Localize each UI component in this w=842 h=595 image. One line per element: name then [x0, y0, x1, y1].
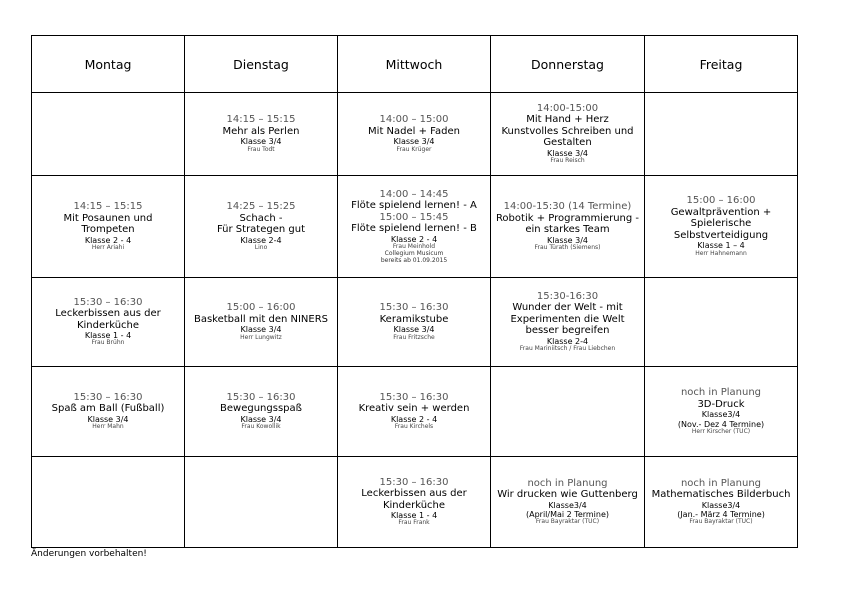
course-title: Mit Posaunen und: [63, 212, 153, 224]
course-title: Kreativ sein + werden: [358, 403, 470, 415]
course-teacher: Frau Fritzsche: [393, 333, 435, 341]
schedule-row: [32, 176, 798, 278]
course-title: Trompeten: [81, 224, 135, 236]
course-title: Experimenten die Welt: [510, 313, 625, 325]
course-time: noch in Planung: [527, 477, 608, 489]
course-grade: Klasse 3/4: [87, 414, 129, 424]
schedule-cell: [32, 278, 185, 367]
course-grade: Klasse 2-4: [546, 336, 589, 346]
course-time: 15:00 – 16:00: [686, 195, 756, 207]
course-title: Keramikstube: [379, 313, 449, 325]
course-time: 15:30 – 16:30: [379, 391, 449, 403]
course-grade: Klasse 1 – 4: [697, 241, 745, 251]
course-teacher: Frau Krüger: [396, 145, 432, 153]
course-time: 15:00 – 16:00: [226, 302, 296, 314]
course-teacher: Frau Reisch: [550, 157, 585, 165]
schedule-cell: [185, 367, 338, 457]
course-title: Leckerbissen aus der: [55, 308, 161, 320]
course-grade: Klasse3/4: [701, 410, 741, 420]
header-cell: Montag: [32, 36, 185, 93]
course-title: Mehr als Perlen: [222, 125, 300, 137]
schedule-cell: [491, 278, 645, 367]
course-teacher: Frau Bayraktar (TUC): [535, 518, 600, 526]
course-grade: Klasse 3/4: [240, 414, 282, 424]
course-title: ein starkes Team: [525, 224, 610, 236]
course-title: Selbstverteidigung: [673, 229, 769, 241]
schedule-cell: [491, 367, 645, 457]
course-title: Basketball mit den NINERS: [193, 313, 329, 325]
course-title: besser begreifen: [525, 325, 610, 337]
course-time: 14:15 – 15:15: [73, 201, 143, 213]
course-title: Bewegungsspaß: [220, 403, 302, 415]
schedule-cell: [338, 367, 491, 457]
course-title: Mit Nadel + Faden: [368, 125, 460, 137]
schedule-row: [32, 457, 798, 548]
course-teacher: Herr Hahnemann: [695, 249, 747, 257]
header-cell: Mittwoch: [338, 36, 491, 93]
course-teacher: Frau Kowollik: [241, 423, 281, 431]
course-title: Flöte spielend lernen! - A: [351, 200, 477, 212]
schedule-cell: [338, 93, 491, 176]
course-title: Leckerbissen aus der: [361, 488, 467, 500]
course-time: 15:30 – 16:30: [73, 391, 143, 403]
course-time: 14:25 – 15:25: [226, 201, 296, 213]
course-dates: (April/Mai 2 Termine): [525, 510, 610, 520]
course-title: Kinderküche: [76, 319, 140, 331]
course-time: 14:15 – 15:15: [226, 114, 296, 126]
schedule-cell: [32, 176, 185, 278]
course-grade: Klasse 3/4: [393, 137, 435, 147]
course-grade: Klasse 3/4: [546, 235, 589, 245]
course-teacher: Frau Kirchels: [394, 423, 434, 431]
course-note: bereits ab 01.09.2015: [380, 256, 448, 264]
course-time: 15:30-16:30: [536, 290, 599, 302]
course-teacher: Frau Meinhold: [392, 242, 436, 250]
schedule-row: [32, 367, 798, 457]
schedule-cell: [185, 457, 338, 548]
schedule-cell: [645, 176, 798, 278]
header-cell: Dienstag: [185, 36, 338, 93]
schedule-row: [32, 278, 798, 367]
course-title: Kinderküche: [382, 499, 446, 511]
course-time: 15:30 – 16:30: [226, 391, 296, 403]
course-title: Kunstvolles Schreiben und: [501, 125, 634, 137]
course-title: 3D-Druck: [697, 398, 745, 410]
course-title: Spielerische: [690, 218, 752, 230]
schedule-cell: [491, 176, 645, 278]
course-time: 15:30 – 16:30: [73, 296, 143, 308]
course-grade: Klasse 2 - 4: [390, 414, 438, 424]
course-teacher: Lino: [254, 243, 268, 251]
schedule-cell: [491, 93, 645, 176]
schedule-cell: [185, 176, 338, 278]
course-teacher: Herr Mahn: [92, 423, 124, 431]
course-grade: Klasse 1 - 4: [84, 331, 132, 341]
course-grade: Klasse 2-4: [240, 235, 282, 245]
schedule-cell: [185, 278, 338, 367]
schedule-cell: [338, 176, 491, 278]
course-title: Mit Hand + Herz: [526, 114, 609, 126]
header-row: [32, 36, 798, 93]
course-title: Spaß am Ball (Fußball): [51, 403, 165, 415]
course-title: Flöte spielend lernen! - B: [351, 223, 477, 235]
schedule-cell: [32, 457, 185, 548]
course-grade: Klasse 2 - 4: [390, 234, 438, 244]
course-grade: Klasse 1 - 4: [390, 511, 438, 521]
course-time: 14:00-15:30 (14 Termine): [503, 201, 632, 213]
schedule-cell: [338, 278, 491, 367]
course-teacher: Herr Lungwitz: [240, 333, 282, 341]
course-grade: Klasse 2 - 4: [84, 235, 132, 245]
schedule-cell: [32, 93, 185, 176]
course-title: Robotik + Programmierung -: [495, 212, 640, 224]
course-grade: Klasse 3/4: [240, 325, 282, 335]
course-teacher: Frau Türath (Siemens): [534, 243, 601, 251]
course-time: 15:30 – 16:30: [379, 302, 449, 314]
course-dates: (Jan.- März 4 Termine): [677, 510, 765, 520]
course-grade: Klasse 3/4: [393, 325, 435, 335]
course-time: 14:00 – 15:00: [379, 114, 449, 126]
course-teacher: Frau Mariniitsch / Frau Liebchen: [519, 345, 616, 353]
schedule-cell: [185, 93, 338, 176]
schedule-cell: [645, 278, 798, 367]
course-time: noch in Planung: [680, 387, 762, 399]
course-teacher: Herr Kirscher (TUC): [691, 427, 751, 435]
course-title: Mathematisches Bilderbuch: [651, 489, 791, 501]
course-title: Wir drucken wie Guttenberg: [497, 489, 638, 501]
course-teacher: Frau Brühn: [91, 339, 125, 347]
course-grade: Klasse3/4: [548, 500, 587, 510]
course-time: 15:00 – 15:45: [379, 211, 449, 223]
course-title: Gewaltprävention +: [670, 206, 772, 218]
course-title: Für Strategen gut: [216, 224, 306, 236]
course-time: 14:00-15:00: [536, 102, 599, 114]
schedule-cell: [32, 367, 185, 457]
course-time: 15:30 – 16:30: [379, 476, 449, 488]
course-grade: Klasse 3/4: [546, 148, 589, 158]
course-note: Collegium Musicum: [384, 249, 444, 257]
footer-note: Änderungen vorbehalten!: [31, 549, 147, 559]
course-teacher: Frau Frank: [398, 519, 430, 527]
course-teacher: Frau Todt: [247, 145, 275, 153]
course-dates: (Nov.- Dez 4 Termine): [677, 419, 765, 429]
course-time: 14:00 – 14:45: [379, 188, 449, 200]
schedule-row: [32, 93, 798, 176]
course-grade: Klasse 3/4: [240, 137, 282, 147]
header-cell: Freitag: [645, 36, 798, 93]
schedule-cell: [645, 367, 798, 457]
header-cell: Donnerstag: [491, 36, 645, 93]
course-time: noch in Planung: [680, 477, 762, 489]
course-teacher: Herr Ariahi: [91, 243, 125, 251]
course-title: Wunder der Welt - mit: [512, 302, 623, 314]
schedule-cell: [645, 93, 798, 176]
schedule-cell: [491, 457, 645, 548]
schedule-cell: [645, 457, 798, 548]
course-grade: Klasse3/4: [701, 500, 741, 510]
course-title: Schach -: [239, 212, 283, 224]
course-teacher: Frau Bayraktar (TUC): [689, 518, 753, 526]
schedule-cell: [338, 457, 491, 548]
schedule-table: [31, 35, 798, 548]
course-title: Gestalten: [543, 137, 592, 149]
